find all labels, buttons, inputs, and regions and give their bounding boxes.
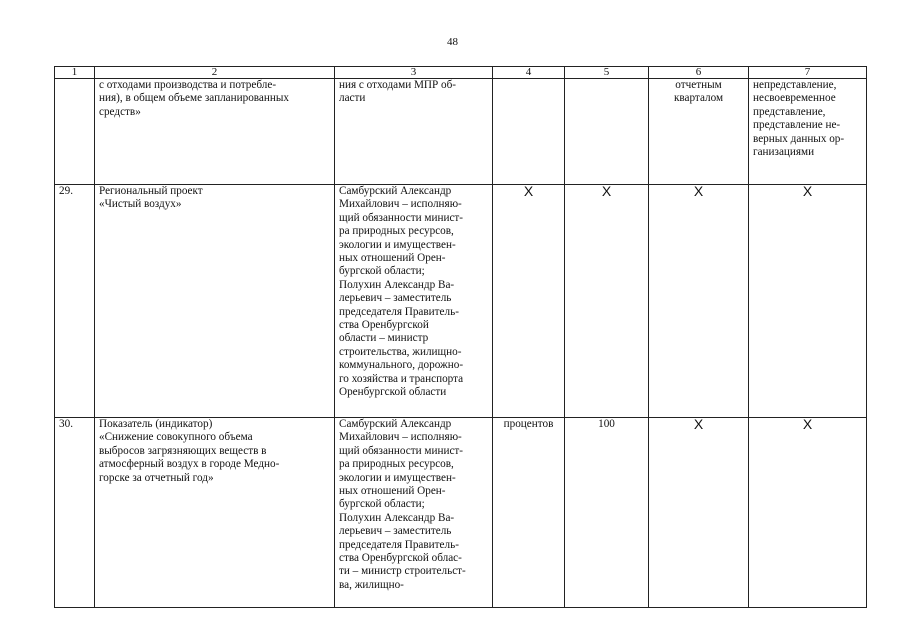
text-line: верных данных ор- bbox=[753, 132, 845, 145]
text-line: Полухин Александр Ва- bbox=[339, 278, 455, 291]
text-line: Показатель (индикатор) bbox=[99, 418, 213, 430]
text-line: Оренбургской области bbox=[339, 386, 447, 399]
cell-reason-mark: Х bbox=[749, 185, 867, 418]
text-line: экологии и имуществен- bbox=[339, 471, 456, 484]
cell-reason-mark: Х bbox=[749, 418, 867, 608]
cell-unit-mark: Х bbox=[493, 185, 565, 418]
text-line: лерьевич – заместитель bbox=[339, 292, 452, 305]
cell-responsible bbox=[335, 79, 493, 185]
text-line: бургской области; bbox=[339, 498, 425, 511]
text-line: го хозяйства и транспорта bbox=[339, 372, 464, 385]
text-line: кварталом bbox=[673, 92, 724, 105]
cell-name bbox=[95, 185, 335, 418]
text-line: ных отношений Орен- bbox=[339, 485, 446, 498]
text-line: ства Оренбургской облас- bbox=[339, 552, 462, 565]
text-line: горске за отчетный год» bbox=[99, 471, 214, 484]
page-number: 48 bbox=[447, 36, 458, 48]
cell-number: 29. bbox=[55, 185, 95, 418]
cell-value: 100 bbox=[565, 418, 649, 608]
text-line: представление, bbox=[753, 105, 826, 118]
text-line: строительства, жилищно- bbox=[339, 345, 462, 358]
text-line: отчетным bbox=[675, 79, 722, 91]
column-number-1: 1 bbox=[55, 67, 95, 79]
cell-unit bbox=[493, 79, 565, 185]
cell-period-mark: Х bbox=[649, 418, 749, 608]
cell-name bbox=[95, 418, 335, 608]
column-number-2: 2 bbox=[95, 67, 335, 79]
text-line: ти – министр строительст- bbox=[339, 565, 466, 578]
text-line: щий обязанности минист- bbox=[339, 444, 464, 457]
cell-period-mark: Х bbox=[649, 185, 749, 418]
column-number-4: 4 bbox=[493, 67, 565, 79]
cell-responsible bbox=[335, 185, 493, 418]
cell-number bbox=[55, 79, 95, 185]
text-line: председателя Правитель- bbox=[339, 305, 459, 318]
text-line: несвоевременное bbox=[753, 92, 836, 105]
cell-value bbox=[565, 79, 649, 185]
text-line: непредставление, bbox=[753, 79, 837, 91]
text-line: Самбурский Александр bbox=[339, 418, 452, 430]
text-line: председателя Правитель- bbox=[339, 538, 459, 551]
text-line: выбросов загрязняющих веществ в bbox=[99, 444, 267, 457]
column-number-6: 6 bbox=[649, 67, 749, 79]
table-row-30 bbox=[55, 418, 867, 608]
column-number-row bbox=[55, 67, 867, 79]
text-line: Михайлович – исполняю- bbox=[339, 431, 462, 444]
cell-number: 30. bbox=[55, 418, 95, 608]
column-number-5: 5 bbox=[565, 67, 649, 79]
text-line: бургской области; bbox=[339, 265, 425, 278]
text-line: Михайлович – исполняю- bbox=[339, 198, 462, 211]
text-line: ганизациями bbox=[753, 146, 815, 159]
text-line: области – министр bbox=[339, 332, 429, 345]
table-row-continued bbox=[55, 79, 867, 185]
text-line: лерьевич – заместитель bbox=[339, 525, 452, 538]
text-line: щий обязанности минист- bbox=[339, 211, 464, 224]
text-line: ства Оренбургской bbox=[339, 319, 429, 332]
text-line: ния), в общем объеме запланированных bbox=[99, 92, 289, 105]
text-line: Самбурский Александр bbox=[339, 185, 452, 197]
text-line: с отходами производства и потребле- bbox=[99, 79, 277, 91]
text-line: экологии и имуществен- bbox=[339, 238, 456, 251]
text-line: ласти bbox=[339, 92, 366, 105]
cell-reason bbox=[749, 79, 867, 185]
text-line: средств» bbox=[99, 105, 141, 118]
text-line: коммунального, дорожно- bbox=[339, 359, 464, 372]
text-line: атмосферный воздух в городе Медно- bbox=[99, 458, 280, 471]
report-table bbox=[54, 66, 867, 608]
text-line: представление не- bbox=[753, 119, 841, 132]
cell-value-mark: Х bbox=[565, 185, 649, 418]
text-line: ра природных ресурсов, bbox=[339, 458, 454, 471]
cell-name bbox=[95, 79, 335, 185]
cell-unit: процентов bbox=[493, 418, 565, 608]
text-line: Региональный проект bbox=[99, 185, 203, 197]
text-line: ных отношений Орен- bbox=[339, 252, 446, 265]
table-row-29 bbox=[55, 185, 867, 418]
column-number-7: 7 bbox=[749, 67, 867, 79]
text-line: ра природных ресурсов, bbox=[339, 225, 454, 238]
text-line: «Чистый воздух» bbox=[99, 198, 182, 211]
cell-period bbox=[649, 79, 749, 185]
text-line: ния с отходами МПР об- bbox=[339, 79, 457, 91]
column-number-3: 3 bbox=[335, 67, 493, 79]
text-line: Полухин Александр Ва- bbox=[339, 511, 455, 524]
cell-responsible bbox=[335, 418, 493, 608]
text-line: «Снижение совокупного объема bbox=[99, 431, 253, 444]
text-line: ва, жилищно- bbox=[339, 578, 404, 591]
